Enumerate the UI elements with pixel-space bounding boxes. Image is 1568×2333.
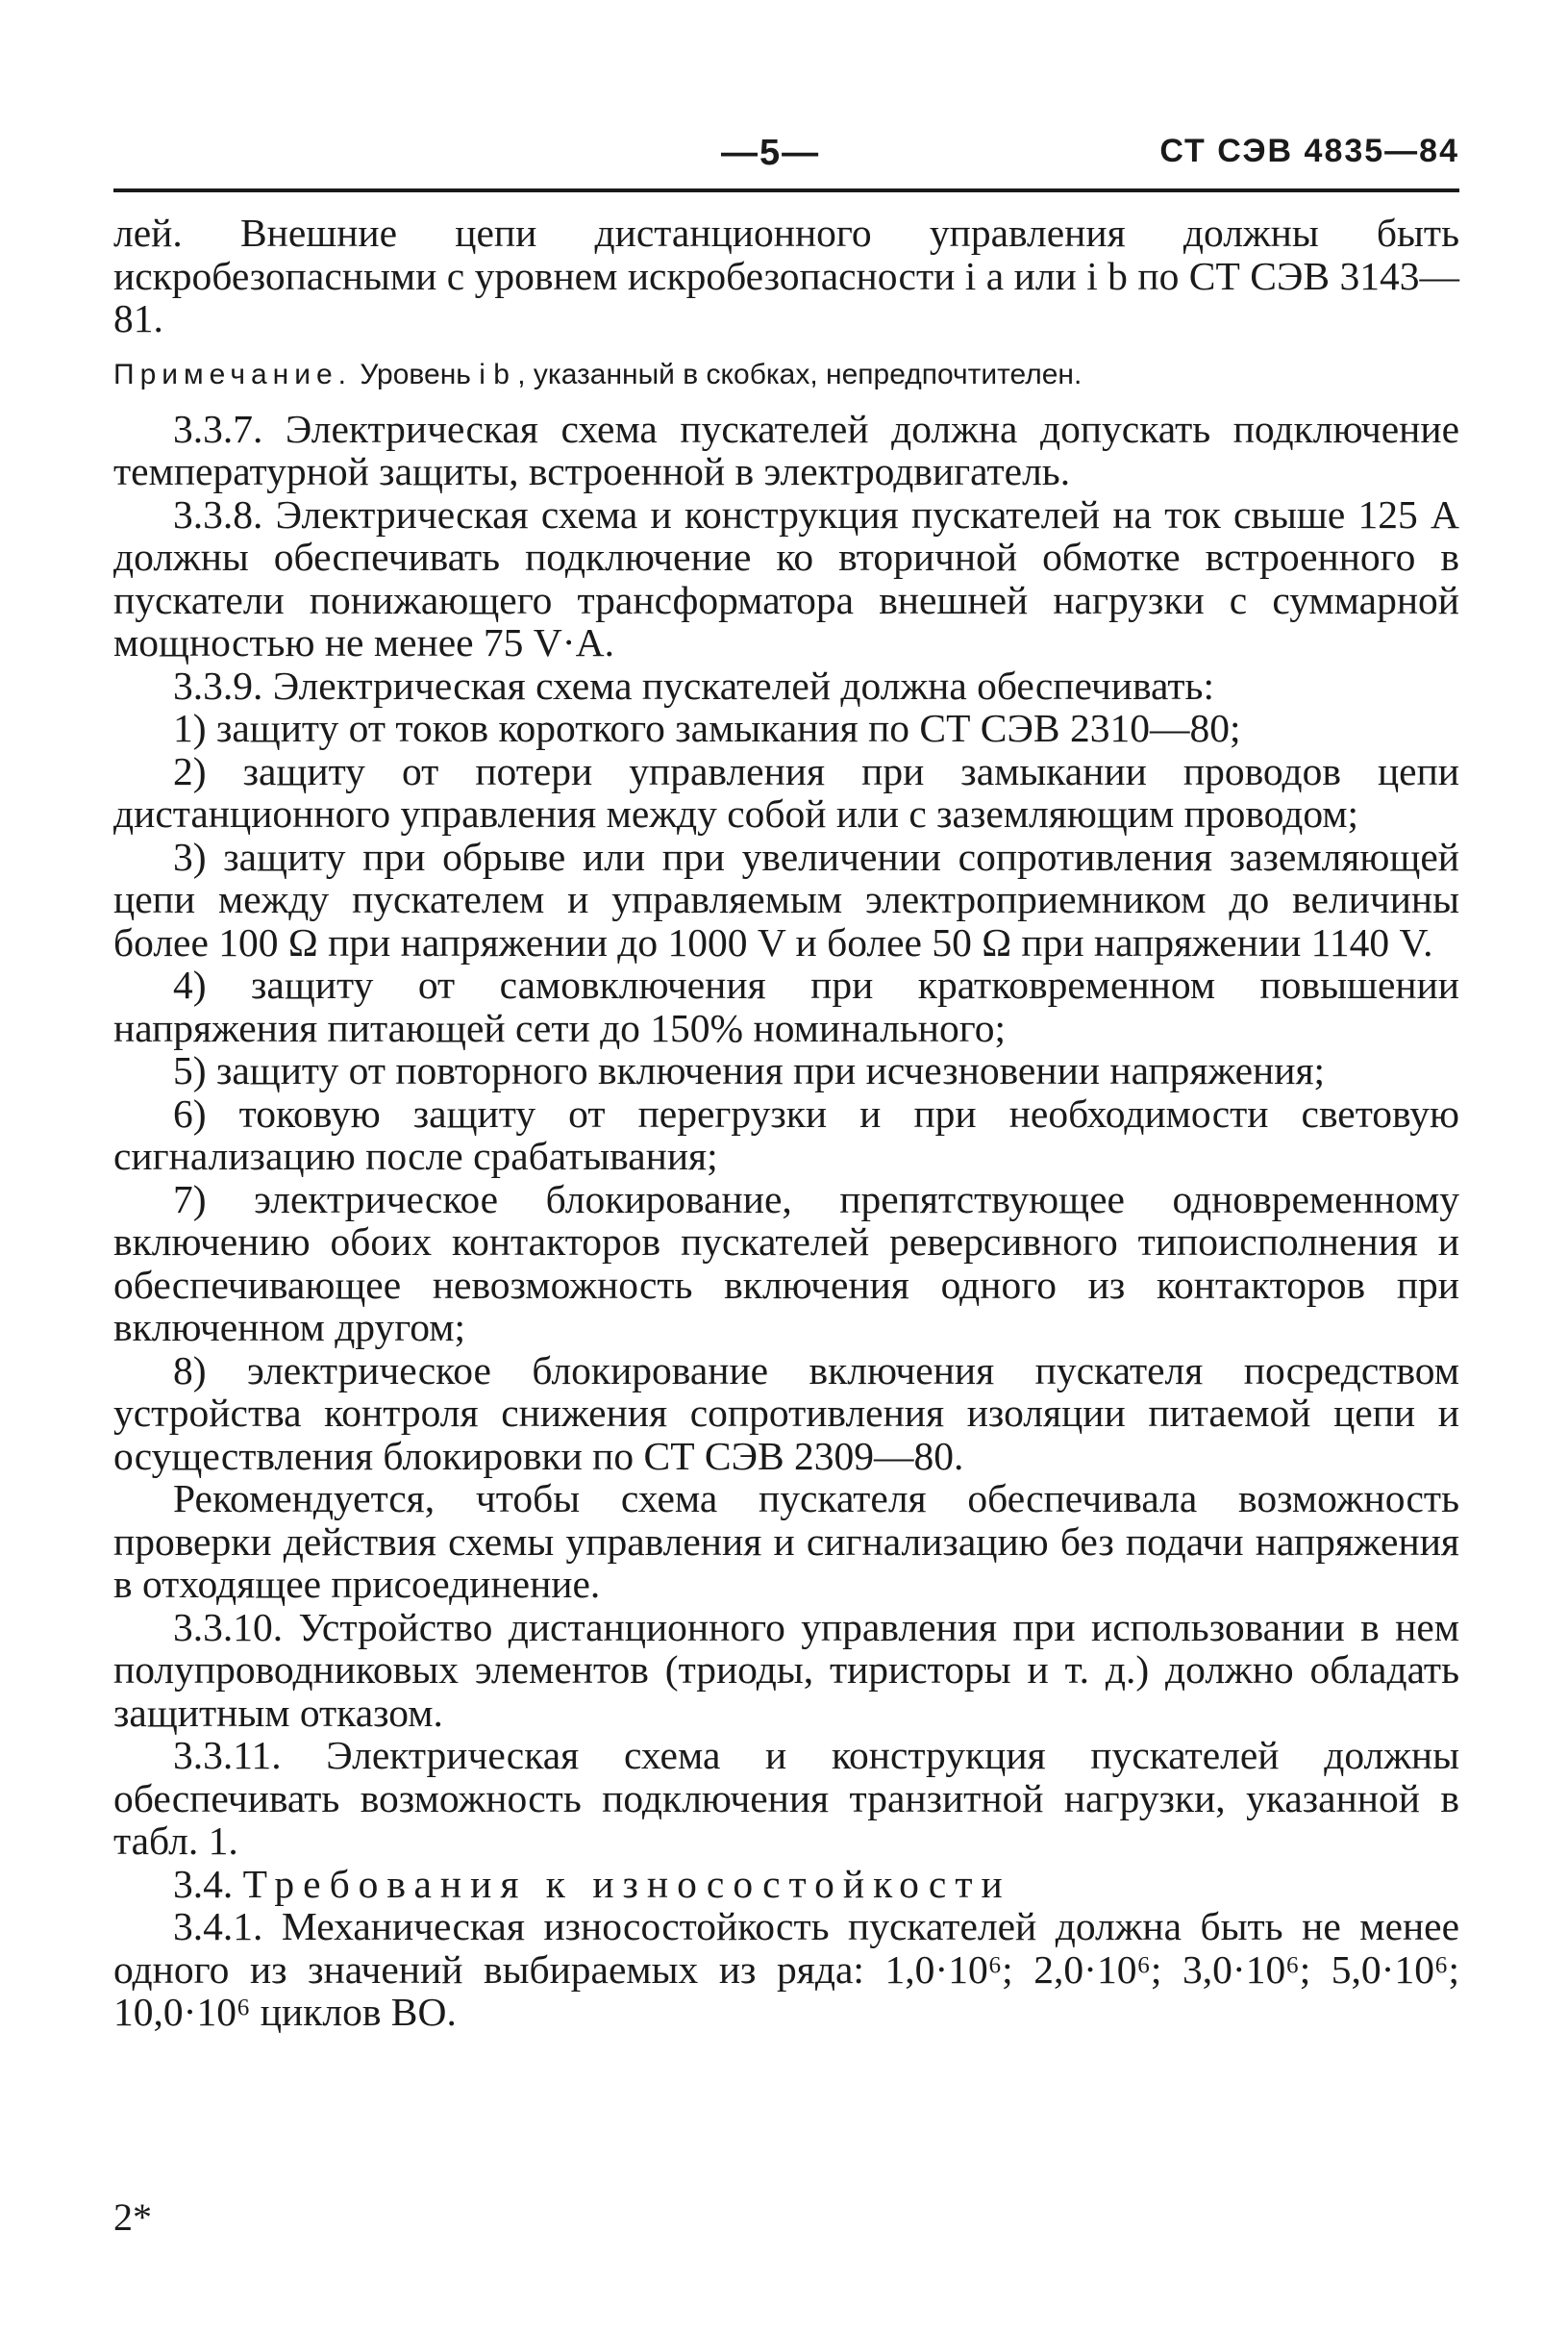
- list-item-4: 4) защиту от самовключения при кратковременном повышении напряжения питающей сети до 150% номинального;: [113, 963, 1459, 1050]
- list-item-3: 3) защиту при обрыве или при увеличении сопротивления заземляющей цепи между пускателем и управляемым электроприемником до величины более 100 Ω при напряжении до 1000 V и более 50 Ω при напряжении 1140 V.: [113, 834, 1459, 965]
- clause-3-3-8: 3.3.8. Электрическая схема и конструкция пускателей на ток свыше 125 А должны обеспечивать подключение ко вторичной обмотке встроенного в пускатели понижающего трансформатора внешней нагрузки с суммарной мощностью не менее 75 V·A.: [113, 491, 1459, 665]
- note-label: Примечание.: [113, 358, 352, 390]
- clause-3-4-1: 3.4.1. Механическая износостойкость пускателей должна быть не менее одного из значений выбираемых из ряда: 1,0·10⁶; 2,0·10⁶; 3,0·10⁶; 5,0·10⁶; 10,0·10⁶ циклов ВО.: [113, 1904, 1459, 2034]
- list-item-2: 2) защиту от потери управления при замыкании проводов цепи дистанционного управления между собой или с заземляющим проводом;: [113, 748, 1459, 836]
- section-heading-3-4: [113, 1863, 1459, 1906]
- list-item-1: 1) защиту от токов короткого замыкания по СТ СЭВ 2310—80;: [173, 706, 1241, 750]
- page-number: —5—: [721, 133, 821, 173]
- note-text: Уровень i b , указанный в скобках, непредпочтителен.: [360, 358, 1083, 390]
- clause-3-3-10: 3.3.10. Устройство дистанционного управления при использовании в нем полупроводниковых элементов (триоды, тиристоры и т. д.) должно обладать защитным отказом.: [113, 1604, 1459, 1735]
- standard-code: СТ СЭВ 4835—84: [1159, 133, 1459, 169]
- note: [113, 354, 1459, 396]
- section-title: Требования к износостойкости: [242, 1861, 1011, 1906]
- list-item-7: 7) электрическое блокирование, препятствующее одновременному включению обоих контакторов пускателей реверсивного типоисполнения и обеспечивающее невозможность включения одного из контакторов при включенном другом;: [113, 1176, 1459, 1349]
- list-item-5: 5) защиту от повторного включения при исчезновении напряжения;: [173, 1048, 1326, 1092]
- clause-3-3-11: 3.3.11. Электрическая схема и конструкция пускателей должны обеспечивать возможность подключения транзитной нагрузки, указанной в табл. 1.: [113, 1733, 1459, 1863]
- header-rule: [113, 188, 1459, 192]
- paragraph-continuation: лей. Внешние цепи дистанционного управления должны быть искробезопасными с уровнем искробезопасности i a или i b по СТ СЭВ 3143—81.: [113, 211, 1459, 340]
- list-item-6: 6) токовую защиту от перегрузки и при необходимости световую сигнализацию после срабатывания;: [113, 1091, 1459, 1178]
- page-header: [113, 133, 1459, 181]
- clause-3-3-9: 3.3.9. Электрическая схема пускателей должна обеспечивать:: [173, 663, 1214, 708]
- document-body: [113, 212, 1459, 2034]
- clause-3-3-7: 3.3.7. Электрическая схема пускателей должна допускать подключение температурной защиты, встроенной в электродвигатель.: [113, 406, 1459, 493]
- recommendation: Рекомендуется, чтобы схема пускателя обеспечивала возможность проверки действия схемы управления и сигнализацию без подачи напряжения в отходящее присоединение.: [113, 1476, 1459, 1606]
- signature-mark: 2*: [113, 2195, 152, 2239]
- section-number: 3.4.: [173, 1861, 234, 1906]
- list-item-8: 8) электрическое блокирование включения пускателя посредством устройства контроля снижения сопротивления изоляции питаемой цепи и осуществления блокировки по СТ СЭВ 2309—80.: [113, 1347, 1459, 1478]
